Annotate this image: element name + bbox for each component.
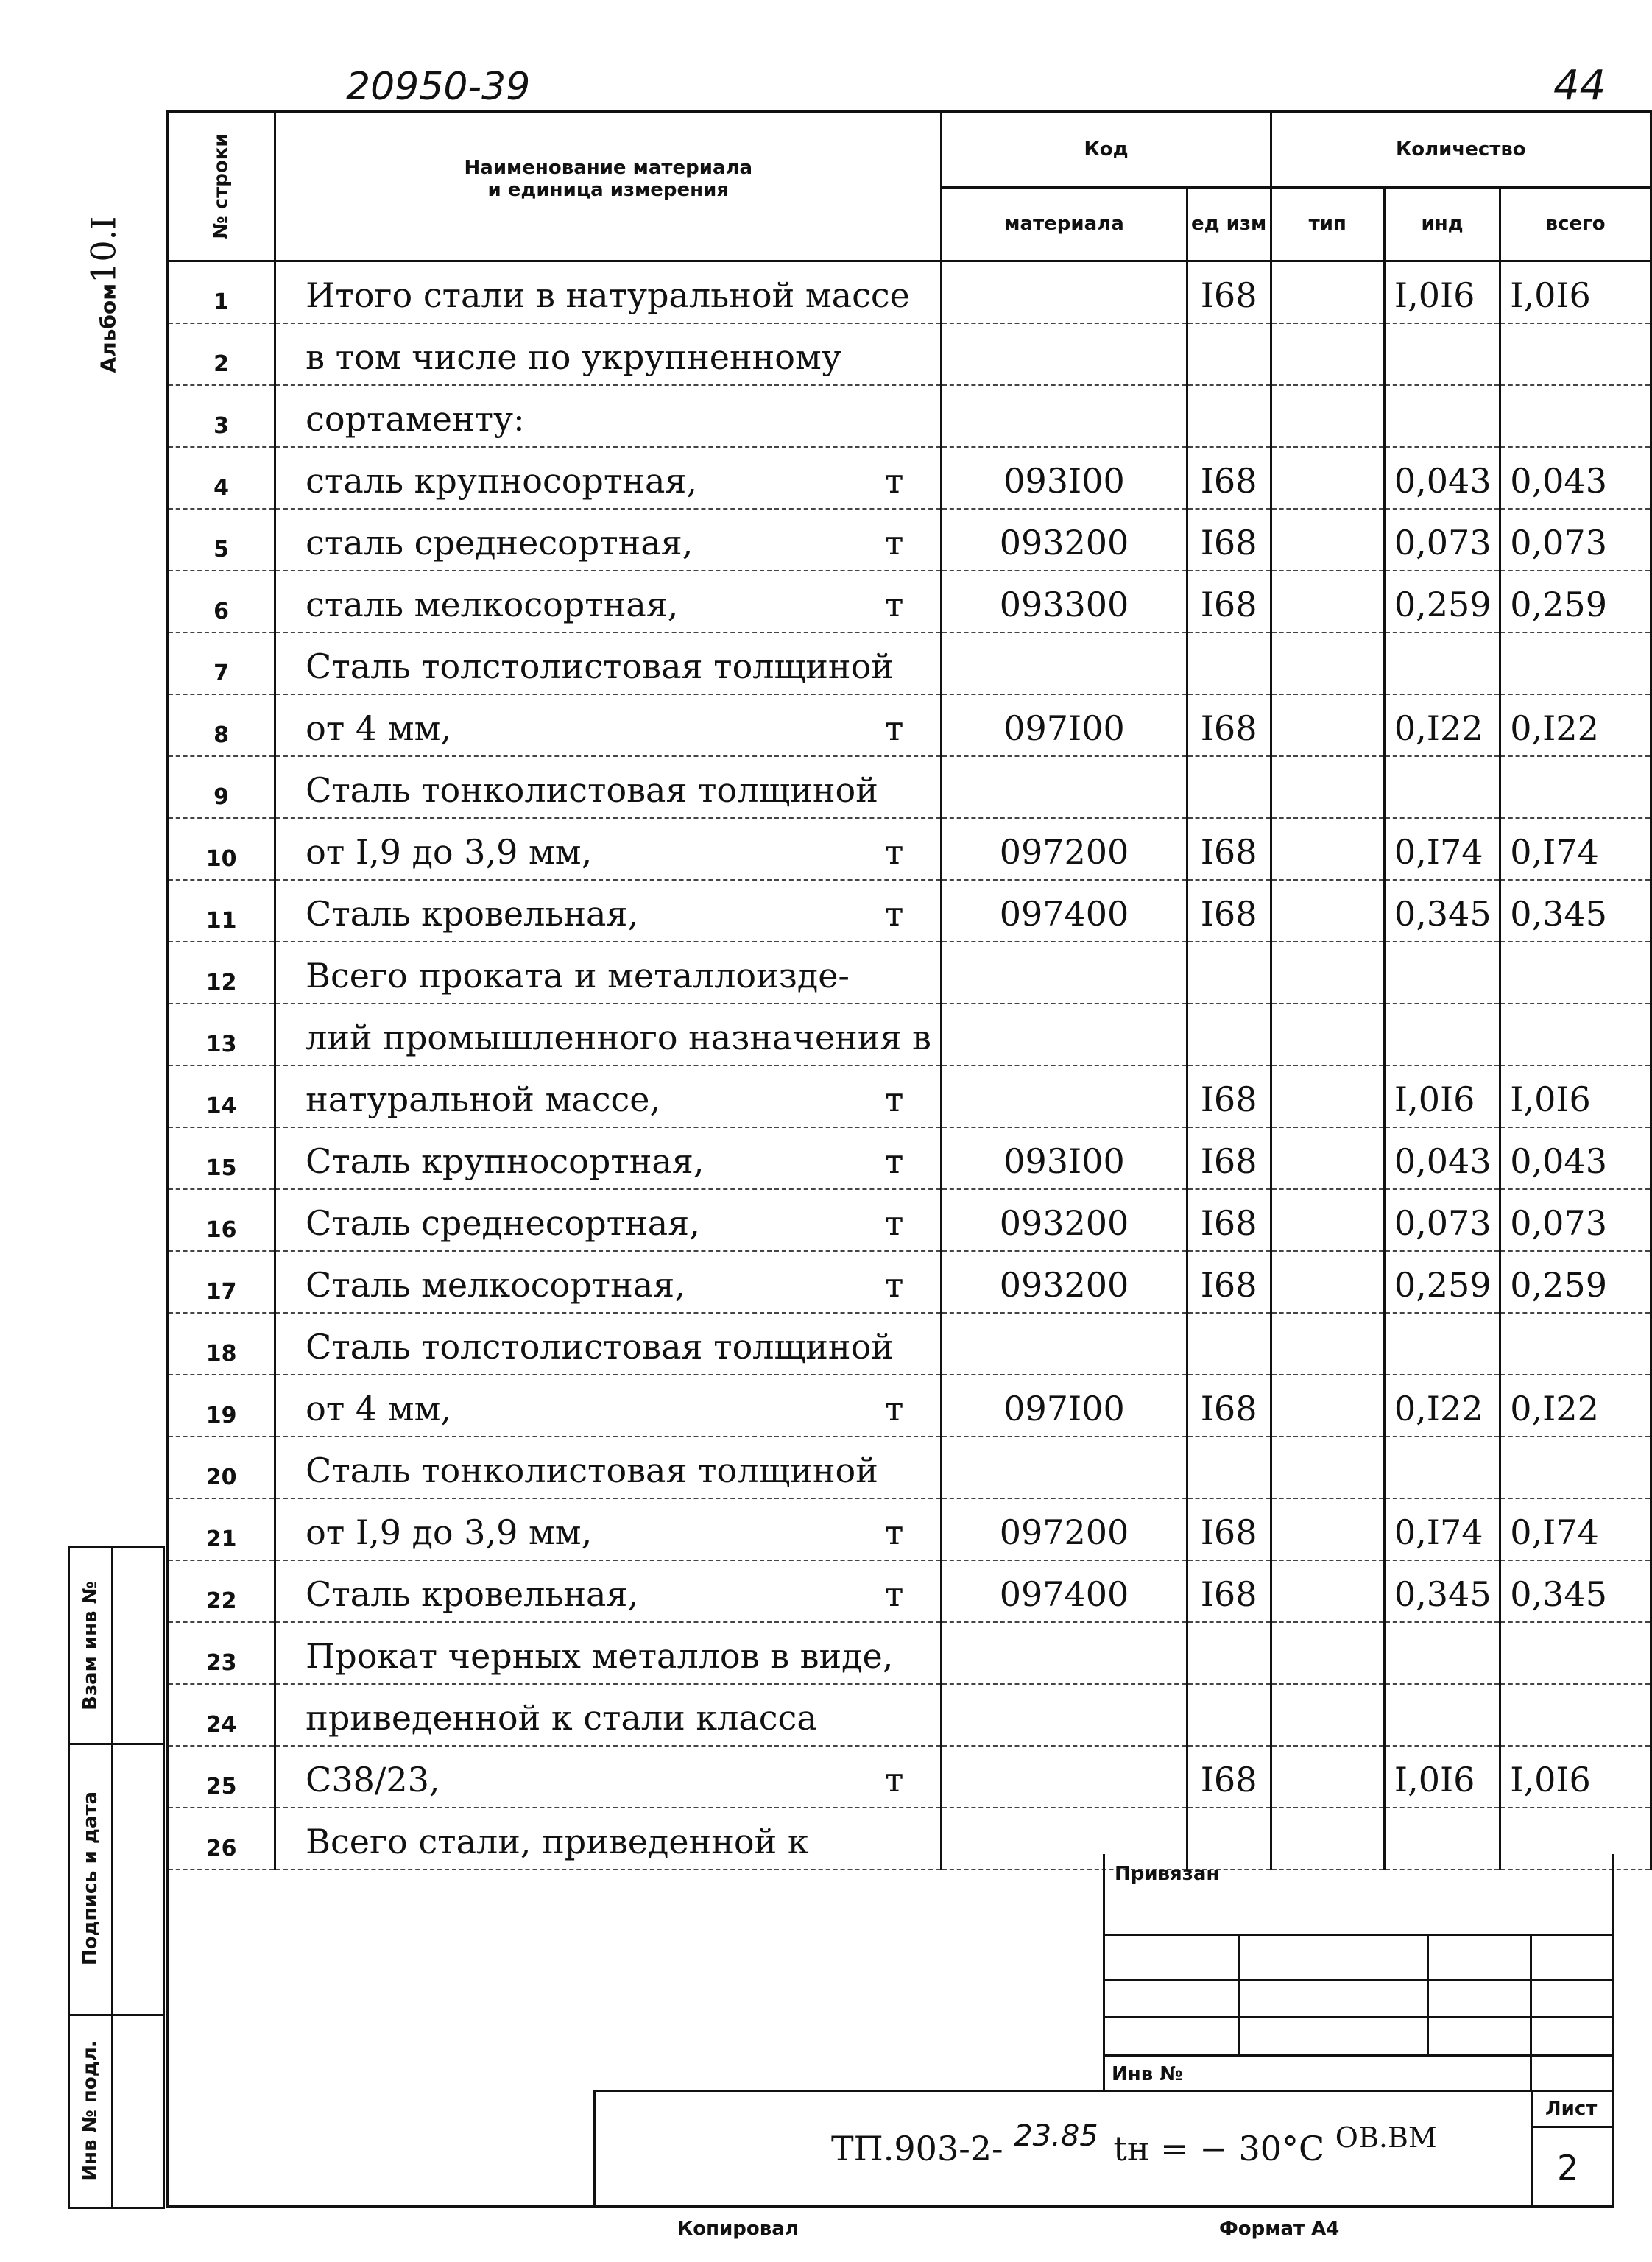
table-row (168, 1746, 1651, 1808)
row-type (1271, 1746, 1384, 1808)
document-code-prefix: ТП.903-2- (831, 2129, 1003, 2168)
header-row-number (168, 112, 275, 261)
row-total: 0,073 (1500, 1189, 1651, 1251)
table-row (168, 880, 1651, 942)
table-row (168, 633, 1651, 694)
row-type (1271, 1498, 1384, 1560)
row-unit-code: I68 (1187, 694, 1271, 756)
row-type (1271, 1313, 1384, 1375)
row-total: I,0I6 (1500, 261, 1651, 323)
row-unit-code (1187, 633, 1271, 694)
document-code (831, 2119, 1437, 2168)
row-name-text: от 4 мм, (306, 1388, 451, 1428)
row-ind: 0,259 (1384, 1251, 1500, 1313)
row-name (275, 1375, 942, 1437)
row-code (942, 1004, 1187, 1065)
row-unit-code (1187, 1622, 1271, 1684)
row-type (1271, 385, 1384, 447)
row-ind (1384, 1004, 1500, 1065)
row-type (1271, 633, 1384, 694)
row-unit-code: I68 (1187, 1560, 1271, 1622)
row-ind: 0,I74 (1384, 1498, 1500, 1560)
row-type (1271, 261, 1384, 323)
row-name-text: С38/23, (306, 1759, 440, 1800)
row-total: I,0I6 (1500, 1065, 1651, 1127)
row-measure-unit: т (884, 893, 904, 934)
page-number: 44 (1553, 62, 1606, 110)
row-code: 093I00 (942, 447, 1187, 509)
row-ind (1384, 1437, 1500, 1498)
document-number: 20950-39 (346, 65, 531, 109)
row-ind: 0,345 (1384, 880, 1500, 942)
row-number: 23 (168, 1622, 275, 1684)
row-name (275, 385, 942, 447)
row-name-text: Сталь тонколистовая толщиной (306, 769, 878, 810)
row-measure-unit: т (884, 1264, 904, 1305)
row-type (1271, 818, 1384, 880)
header-qty-ind: инд (1384, 187, 1500, 261)
table-row (168, 1375, 1651, 1437)
table-row (168, 1560, 1651, 1622)
row-name (275, 1065, 942, 1127)
table-row (168, 1065, 1651, 1127)
row-code (942, 323, 1187, 385)
header-qty-type: тип (1271, 187, 1384, 261)
row-unit-code (1187, 942, 1271, 1004)
row-type (1271, 1375, 1384, 1437)
document-code-suffix: ОВ.ВМ (1335, 2121, 1437, 2154)
row-name-text: сталь крупносортная, (306, 460, 698, 501)
row-total (1500, 1313, 1651, 1375)
row-name (275, 1684, 942, 1746)
row-measure-unit: т (884, 708, 904, 748)
row-measure-unit: т (884, 1141, 904, 1181)
row-total: 0,345 (1500, 880, 1651, 942)
row-name-text: Сталь кровельная, (306, 1574, 639, 1614)
row-ind (1384, 942, 1500, 1004)
row-type (1271, 942, 1384, 1004)
table-row (168, 756, 1651, 818)
binding-label: Привязан (1115, 1863, 1220, 1885)
row-ind: 0,259 (1384, 571, 1500, 633)
row-code (942, 1437, 1187, 1498)
row-number: 10 (168, 818, 275, 880)
row-type (1271, 447, 1384, 509)
row-total: 0,043 (1500, 1127, 1651, 1189)
row-name (275, 1313, 942, 1375)
row-number: 8 (168, 694, 275, 756)
row-measure-unit: т (884, 522, 904, 563)
row-unit-code: I68 (1187, 1251, 1271, 1313)
header-name-line1: Наименование материала (464, 157, 753, 179)
row-code: 097400 (942, 880, 1187, 942)
sheet-label: Лист (1545, 2098, 1598, 2120)
row-unit-code: I68 (1187, 880, 1271, 942)
row-code: 097200 (942, 1498, 1187, 1560)
row-type (1271, 1560, 1384, 1622)
table-row (168, 1127, 1651, 1189)
row-unit-code (1187, 1437, 1271, 1498)
row-unit-code: I68 (1187, 1065, 1271, 1127)
row-total: 0,I22 (1500, 694, 1651, 756)
row-name (275, 261, 942, 323)
table-row (168, 1004, 1651, 1065)
row-name-text: Прокат черных металлов в виде, (306, 1635, 894, 1676)
row-number: 22 (168, 1560, 275, 1622)
row-ind: 0,073 (1384, 509, 1500, 571)
row-code: 097400 (942, 1560, 1187, 1622)
row-code (942, 1684, 1187, 1746)
row-code: 093I00 (942, 1127, 1187, 1189)
row-measure-unit: т (884, 1388, 904, 1428)
row-type (1271, 1437, 1384, 1498)
side-stamp-vzam: Взам инв № (80, 1581, 102, 1710)
row-ind: I,0I6 (1384, 1746, 1500, 1808)
row-measure-unit: т (884, 584, 904, 624)
footer-copied: Копировал (677, 2218, 799, 2240)
row-ind: I,0I6 (1384, 261, 1500, 323)
row-unit-code (1187, 385, 1271, 447)
row-ind (1384, 756, 1500, 818)
row-total (1500, 942, 1651, 1004)
row-name-text: от I,9 до 3,9 мм, (306, 1512, 593, 1552)
album-label (59, 216, 147, 373)
row-number: 18 (168, 1313, 275, 1375)
row-name-text: Всего проката и металлоизде- (306, 955, 850, 996)
row-total (1500, 1684, 1651, 1746)
footer-format: Формат А4 (1219, 2218, 1340, 2240)
row-name (275, 1437, 942, 1498)
row-number: 26 (168, 1808, 275, 1870)
row-total: 0,259 (1500, 571, 1651, 633)
row-total: 0,073 (1500, 509, 1651, 571)
row-name-text: от I,9 до 3,9 мм, (306, 831, 593, 872)
row-total: 0,I74 (1500, 818, 1651, 880)
side-stamp-inv-podl: Инв № подл. (80, 2040, 102, 2181)
row-code (942, 756, 1187, 818)
row-name-text: Сталь тонколистовая толщиной (306, 1450, 878, 1490)
row-ind (1384, 633, 1500, 694)
row-type (1271, 323, 1384, 385)
row-total: 0,I22 (1500, 1375, 1651, 1437)
row-unit-code: I68 (1187, 1746, 1271, 1808)
title-block (593, 2090, 1614, 2208)
table-row (168, 1251, 1651, 1313)
row-total (1500, 1622, 1651, 1684)
row-name-text: Сталь толстолистовая толщиной (306, 646, 894, 686)
row-total (1500, 633, 1651, 694)
row-number: 20 (168, 1437, 275, 1498)
row-code (942, 385, 1187, 447)
row-measure-unit: т (884, 1079, 904, 1119)
row-code: 093200 (942, 1189, 1187, 1251)
table-row (168, 509, 1651, 571)
row-name (275, 1251, 942, 1313)
row-total: 0,345 (1500, 1560, 1651, 1622)
row-code (942, 1065, 1187, 1127)
row-name-text: от 4 мм, (306, 708, 451, 748)
row-number: 6 (168, 571, 275, 633)
row-measure-unit: т (884, 460, 904, 501)
row-type (1271, 694, 1384, 756)
row-name-text: Сталь толстолистовая толщиной (306, 1326, 894, 1367)
row-name (275, 323, 942, 385)
table-row (168, 261, 1651, 323)
row-number: 15 (168, 1127, 275, 1189)
row-measure-unit: т (884, 831, 904, 872)
row-total (1500, 323, 1651, 385)
header-name (275, 112, 942, 261)
row-name (275, 694, 942, 756)
table-row (168, 1498, 1651, 1560)
row-name (275, 818, 942, 880)
row-ind: 0,I22 (1384, 1375, 1500, 1437)
row-ind (1384, 1622, 1500, 1684)
row-number: 24 (168, 1684, 275, 1746)
table-row (168, 571, 1651, 633)
row-name-text: Сталь среднесортная, (306, 1202, 700, 1243)
side-stamp (68, 1546, 165, 2209)
row-name (275, 1498, 942, 1560)
row-type (1271, 1622, 1384, 1684)
row-code: 097200 (942, 818, 1187, 880)
row-code (942, 261, 1187, 323)
row-total: 0,I74 (1500, 1498, 1651, 1560)
side-stamp-podpis: Подпись и дата (80, 1791, 102, 1966)
row-ind (1384, 323, 1500, 385)
row-number: 19 (168, 1375, 275, 1437)
row-number: 13 (168, 1004, 275, 1065)
row-type (1271, 571, 1384, 633)
row-ind: I,0I6 (1384, 1065, 1500, 1127)
header-row-number-text: № строки (210, 133, 233, 239)
row-ind (1384, 385, 1500, 447)
row-unit-code: I68 (1187, 818, 1271, 880)
row-name (275, 1189, 942, 1251)
row-unit-code (1187, 1684, 1271, 1746)
row-type (1271, 880, 1384, 942)
table-row (168, 385, 1651, 447)
temperature: tн = − 30°С (1113, 2129, 1325, 2168)
album-label-text: Альбом (96, 283, 121, 373)
row-code (942, 1746, 1187, 1808)
specification-table (166, 110, 1652, 1870)
table-row (168, 1622, 1651, 1684)
row-name-text: лий промышленного назначения в (306, 1017, 931, 1057)
row-name (275, 880, 942, 942)
row-name-text: Сталь мелкосортная, (306, 1264, 685, 1305)
row-ind (1384, 1313, 1500, 1375)
binding-block (1103, 1854, 1614, 2090)
row-number: 21 (168, 1498, 275, 1560)
row-total (1500, 1437, 1651, 1498)
document-code-handwritten: 23.85 (1014, 2119, 1098, 2153)
row-number: 1 (168, 261, 275, 323)
row-code (942, 1622, 1187, 1684)
table-row (168, 1684, 1651, 1746)
row-number: 17 (168, 1251, 275, 1313)
row-type (1271, 756, 1384, 818)
row-unit-code: I68 (1187, 447, 1271, 509)
row-name (275, 1004, 942, 1065)
row-ind: 0,043 (1384, 447, 1500, 509)
sheet-number: 2 (1557, 2148, 1579, 2188)
table-row (168, 818, 1651, 880)
row-number: 5 (168, 509, 275, 571)
row-code (942, 1313, 1187, 1375)
row-name (275, 571, 942, 633)
row-name-text: сталь мелкосортная, (306, 584, 679, 624)
row-total (1500, 756, 1651, 818)
row-name (275, 1127, 942, 1189)
table-row (168, 694, 1651, 756)
row-name-text: Итого стали в натуральной массе (306, 275, 910, 315)
row-code (942, 942, 1187, 1004)
row-type (1271, 1065, 1384, 1127)
row-unit-code: I68 (1187, 571, 1271, 633)
row-unit-code (1187, 1313, 1271, 1375)
row-type (1271, 1004, 1384, 1065)
row-name-text: натуральной массе, (306, 1079, 661, 1119)
row-ind: 0,073 (1384, 1189, 1500, 1251)
row-unit-code: I68 (1187, 261, 1271, 323)
row-unit-code: I68 (1187, 1375, 1271, 1437)
row-total: 0,043 (1500, 447, 1651, 509)
row-type (1271, 1127, 1384, 1189)
row-unit-code: I68 (1187, 1498, 1271, 1560)
row-unit-code (1187, 1004, 1271, 1065)
row-name (275, 1560, 942, 1622)
row-type (1271, 1684, 1384, 1746)
table-row (168, 447, 1651, 509)
row-number: 11 (168, 880, 275, 942)
row-code: 093200 (942, 509, 1187, 571)
row-type (1271, 1251, 1384, 1313)
table-row (168, 1437, 1651, 1498)
row-unit-code: I68 (1187, 1189, 1271, 1251)
header-code-group: Код (942, 112, 1271, 188)
header-code-material: материала (942, 187, 1187, 261)
row-code: 093200 (942, 1251, 1187, 1313)
header-name-line2: и единица измерения (487, 179, 730, 201)
header-qty-group: Количество (1271, 112, 1651, 188)
row-total: 0,259 (1500, 1251, 1651, 1313)
row-ind: 0,043 (1384, 1127, 1500, 1189)
inventory-number-label: Инв № (1112, 2063, 1183, 2085)
row-unit-code: I68 (1187, 1127, 1271, 1189)
row-measure-unit: т (884, 1574, 904, 1614)
row-name (275, 942, 942, 1004)
table-row (168, 1313, 1651, 1375)
row-name-text: Сталь кровельная, (306, 893, 639, 934)
row-name-text: Сталь крупносортная, (306, 1141, 705, 1181)
row-name-text: в том числе по укрупненному (306, 337, 841, 377)
row-total: I,0I6 (1500, 1746, 1651, 1808)
row-number: 7 (168, 633, 275, 694)
row-code (942, 633, 1187, 694)
header-qty-total: всего (1500, 187, 1651, 261)
row-name (275, 756, 942, 818)
row-name-text: сортаменту: (306, 398, 525, 439)
row-type (1271, 509, 1384, 571)
row-name-text: приведенной к стали класса (306, 1697, 817, 1738)
row-measure-unit: т (884, 1512, 904, 1552)
row-code: 097I00 (942, 1375, 1187, 1437)
row-measure-unit: т (884, 1759, 904, 1800)
table-row (168, 1189, 1651, 1251)
row-total (1500, 1004, 1651, 1065)
row-name (275, 509, 942, 571)
table-row (168, 942, 1651, 1004)
row-ind: 0,345 (1384, 1560, 1500, 1622)
row-unit-code (1187, 756, 1271, 818)
row-name (275, 1622, 942, 1684)
row-number: 14 (168, 1065, 275, 1127)
row-number: 3 (168, 385, 275, 447)
row-name (275, 447, 942, 509)
row-code: 093300 (942, 571, 1187, 633)
row-total (1500, 385, 1651, 447)
row-ind: 0,I74 (1384, 818, 1500, 880)
row-type (1271, 1189, 1384, 1251)
row-code: 097I00 (942, 694, 1187, 756)
row-ind: 0,I22 (1384, 694, 1500, 756)
row-ind (1384, 1684, 1500, 1746)
row-number: 9 (168, 756, 275, 818)
album-number: 10.I (83, 216, 124, 283)
header-code-unit: ед изм (1187, 187, 1271, 261)
row-name-text: Всего стали, приведенной к (306, 1821, 809, 1861)
row-number: 12 (168, 942, 275, 1004)
row-unit-code: I68 (1187, 509, 1271, 571)
row-number: 16 (168, 1189, 275, 1251)
row-name (275, 1746, 942, 1808)
row-name-text: сталь среднесортная, (306, 522, 693, 563)
row-unit-code (1187, 323, 1271, 385)
table-row (168, 323, 1651, 385)
row-measure-unit: т (884, 1202, 904, 1243)
row-number: 2 (168, 323, 275, 385)
row-name (275, 633, 942, 694)
row-number: 25 (168, 1746, 275, 1808)
row-number: 4 (168, 447, 275, 509)
